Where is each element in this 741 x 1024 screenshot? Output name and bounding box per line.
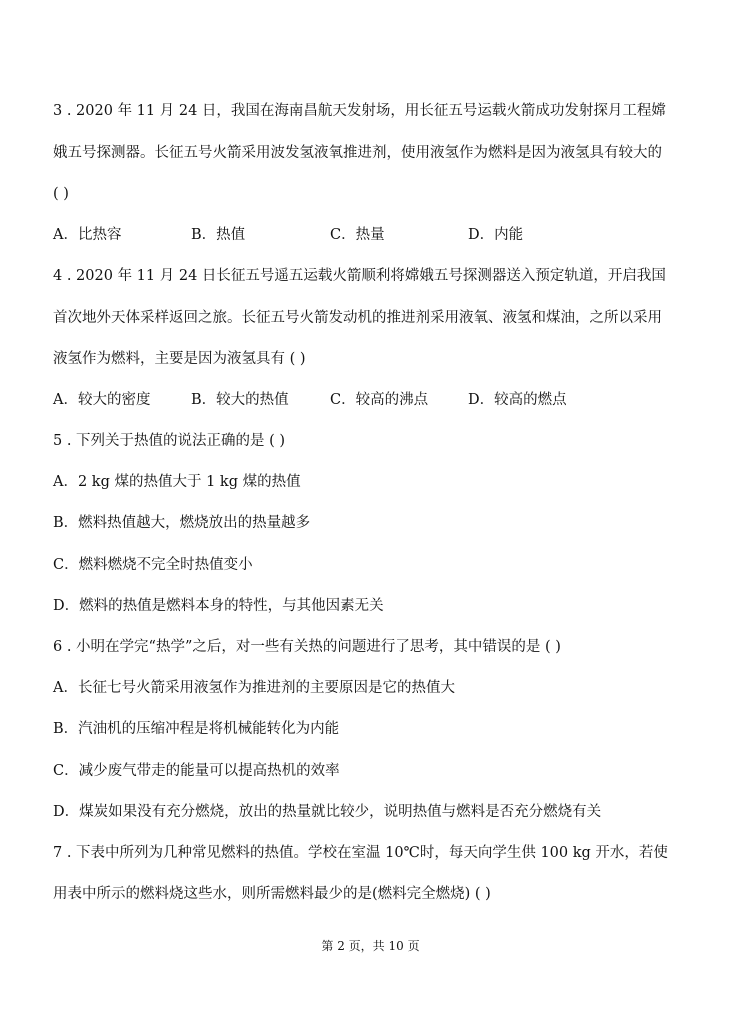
q5-option-b: B．燃料热值越大，燃烧放出的热量越多 — [53, 515, 311, 531]
q6-option-d: D．煤炭如果没有充分燃烧，放出的热量就比较少，说明热值与燃料是否充分燃烧有关 — [53, 804, 602, 820]
q5-option-a: A．2 kg 煤的热值大于 1 kg 煤的热值 — [53, 474, 301, 490]
q4-option-b: B．较大的热值 — [191, 392, 289, 408]
q7-stem-line2: 用表中所示的燃料烧这些水，则所需燃料最少的是(燃料完全燃烧) ( ) — [53, 886, 491, 902]
q3-option-b: B．热值 — [191, 227, 246, 243]
q5-option-c: C．燃料燃烧不完全时热值变小 — [53, 557, 253, 573]
q6-option-a: A．长征七号火箭采用液氢作为推进剂的主要原因是它的热值大 — [53, 680, 455, 696]
q4-stem-line1: 4 . 2020 年 11 月 24 日长征五号遥五运载火箭顺利将嫦娥五号探测器送入预定轨道，开启我国 — [53, 268, 666, 284]
q3-stem-line1: 3 . 2020 年 11 月 24 日，我国在海南昌航天发射场，用长征五号运载火箭成功发射探月工程嫦 — [53, 103, 666, 119]
q4-option-a: A．较大的密度 — [53, 392, 151, 408]
q5-stem: 5 . 下列关于热值的说法正确的是 ( ) — [53, 433, 286, 449]
q7-stem-line1: 7 . 下表中所列为几种常见燃料的热值。学校在室温 10℃时，每天向学生供 100 kg 开水，若使 — [53, 845, 668, 861]
q4-stem-line3: 液氢作为燃料，主要是因为液氢具有 ( ) — [53, 351, 306, 367]
q4-option-c: C．较高的沸点 — [330, 392, 429, 408]
q3-answer-blank: ( ) — [53, 186, 69, 202]
q6-option-b: B．汽油机的压缩冲程是将机械能转化为内能 — [53, 721, 340, 737]
q3-option-a: A．比热容 — [53, 227, 122, 243]
q3-option-d: D．内能 — [468, 227, 524, 243]
q3-stem-line2: 娥五号探测器。长征五号火箭采用波发氢液氧推进剂，使用液氢作为燃料是因为液氢具有较大的 — [53, 145, 662, 161]
q6-option-c: C．减少废气带走的能量可以提高热机的效率 — [53, 763, 340, 779]
q4-stem-line2: 首次地外天体采样返回之旅。长征五号火箭发动机的推进剂采用液氧、液氢和煤油，之所以采用 — [53, 310, 662, 326]
q5-option-d: D．燃料的热值是燃料本身的特性，与其他因素无关 — [53, 598, 384, 614]
q6-stem: 6 . 小明在学完“热学”之后，对一些有关热的问题进行了思考，其中错误的是 ( ) — [53, 639, 561, 655]
q3-option-c: C．热量 — [330, 227, 385, 243]
q4-option-d: D．较高的燃点 — [468, 392, 567, 408]
page-footer: 第 2 页，共 10 页 — [321, 939, 420, 953]
